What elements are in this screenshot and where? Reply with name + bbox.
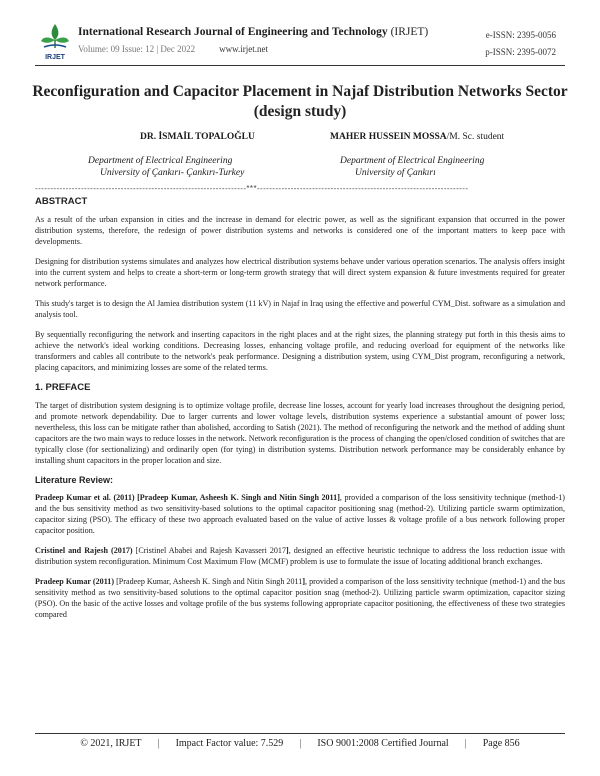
irjet-logo: [38, 22, 72, 62]
footer-iso: ISO 9001:2008 Certified Journal: [317, 738, 449, 749]
svg-text:IRJET: IRJET: [45, 54, 65, 61]
footer-impact-factor: Impact Factor value: 7.529: [175, 738, 284, 749]
paper-title: Reconfiguration and Capacitor Placement in Najaf Distribution Networks Sector (design study): [32, 83, 568, 120]
author-1-affiliation-line1: Department of Electrical Engineering: [88, 156, 233, 166]
author-2: MAHER HUSSEIN MOSSA/M. Sc. student: [330, 132, 505, 142]
page-footer: © 2021, IRJET | Impact Factor value: 7.529 | ISO 9001:2008 Certified Journal | Page 856: [80, 738, 520, 749]
journal-website-link[interactable]: www.irjet.net: [219, 44, 269, 54]
abstract-paragraph: By sequentially reconfiguring the network and inserting capacitors in the right places and at the right sizes, the planning strategy put forth in this thesis aims to achieve the network's ideal working conditions. Decreasing losses, enhancing voltage profile, and reducing overload for equipment of the networks like transformers and cables all contribute to the network's peak performance. Designing a distribution system, using CYM_Dist program, reconfiguring a network, placing capacitors, and minimizing losses are some of the related terms.: [35, 330, 565, 372]
section-separator: ---------------------------------------------------------------------***---------------------------------------------------------------------: [35, 184, 469, 193]
author-2-affiliation-line2: University of Çankırı: [355, 168, 436, 178]
paper-body: [35, 196, 565, 629]
literature-entry: Cristinel and Rajesh (2017) [Cristinel Ababei and Rajesh Kavasseri 2017], designed an effective heuristic technique to address the loss reduction issue with distribution system reconfiguration. Minimum Cost Maximum Flow (MCMF) problem is use to formulate the issue of locating additional branch exchanges.: [35, 546, 565, 566]
footer-copyright: © 2021, IRJET: [80, 738, 142, 749]
pissn: p-ISSN: 2395-0072: [485, 47, 556, 57]
abstract-paragraph: This study's target is to design the Al Jamiea distribution system (11 kV) in Najaf in Iraq using the effective and powerful CYM_Dist. software as a simulation and analysis tool.: [35, 299, 565, 319]
footer-divider: [35, 733, 565, 734]
journal-title: International Research Journal of Engineering and Technology (IRJET): [78, 26, 429, 38]
abstract-heading: ABSTRACT: [35, 196, 88, 207]
literature-entry: Pradeep Kumar (2011) [Pradeep Kumar, Asheesh K. Singh and Nitin Singh 2011], provided a comparison of the loss sensitivity technique (method-1) and the bus sensitivity method as two sensitivity-based solutions to the optimal capacitor position snag (method-2). Utilizing particle swarm optimization, capacitor sizing (PSO). On the basic of the active losses and voltage profile of the bus systems following appropriate capacitor positioning, the effectiveness of these two strategies compared: [35, 577, 565, 619]
footer-page-number: Page 856: [482, 738, 520, 749]
preface-heading: 1. PREFACE: [35, 382, 91, 393]
journal-header: [0, 0, 600, 66]
abstract-paragraph: Designing for distribution systems simulates and analyzes how electrical distribution systems behave under various operation scenarios. The analysis offers insight into the current system and helps to create a short-term or long-term growth strategy that will direct system expansion & future investments required for greater network performance.: [35, 257, 565, 288]
preface-paragraph: The target of distribution system designing is to optimize voltage profile, decrease line losses, account for yearly load increases throughout the designing period, and promote network dependability. Due to larger currents and lower voltage levels, distribution systems experience a substantial amount of power loss; nevertheless, this loss can be mitigate rather than abolished, according to Satish (2021). The method of reconfiguring the network and the method of adding shunt capacitors are the two main ways to reduce losses in the network. Network reconfiguration is the process of changing the open/closed condition of switches that are typically close (for sectionalizing) and ordinarily open (for tying) in distribution systems. Distribution network performance may be considerably enhance by installing shunt capacitors in the proper location and size.: [35, 401, 565, 465]
volume-issue: Volume: 09 Issue: 12 | Dec 2022 www.irjet.net: [78, 44, 269, 54]
author-1-affiliation-line2: University of Çankırı- Çankırı-Turkey: [100, 168, 245, 178]
eissn: e-ISSN: 2395-0056: [485, 30, 556, 40]
literature-entry: Pradeep Kumar et al. (2011) [Pradeep Kumar, Asheesh K. Singh and Nitin Singh 2011], provided a comparison of the loss sensitivity technique (method-1) and the bus sensitivity method as two sensitivity-based solutions to the optimal capacitor positioning snag (method-2). Utilizing particle swarm optimization, capacitor sizing (PSO). The efficacy of these two approach evaluated based on the value of active losses & voltage profile of a bus network following proper capacitor position.: [35, 493, 565, 535]
author-2-affiliation-line1: Department of Electrical Engineering: [340, 156, 485, 166]
literature-heading: Literature Review:: [35, 475, 114, 485]
header-divider: [35, 65, 565, 66]
author-1-name: DR. İSMAİL TOPALOĞLU: [140, 132, 255, 142]
abstract-paragraph: As a result of the urban expansion in cities and the increase in demand for electric power, as well as the significant expansion that occurred in the power distribution systems, therefore, the redesign of power distribution systems and networks is considered one of the important matters to keep pace with developments.: [35, 215, 565, 246]
